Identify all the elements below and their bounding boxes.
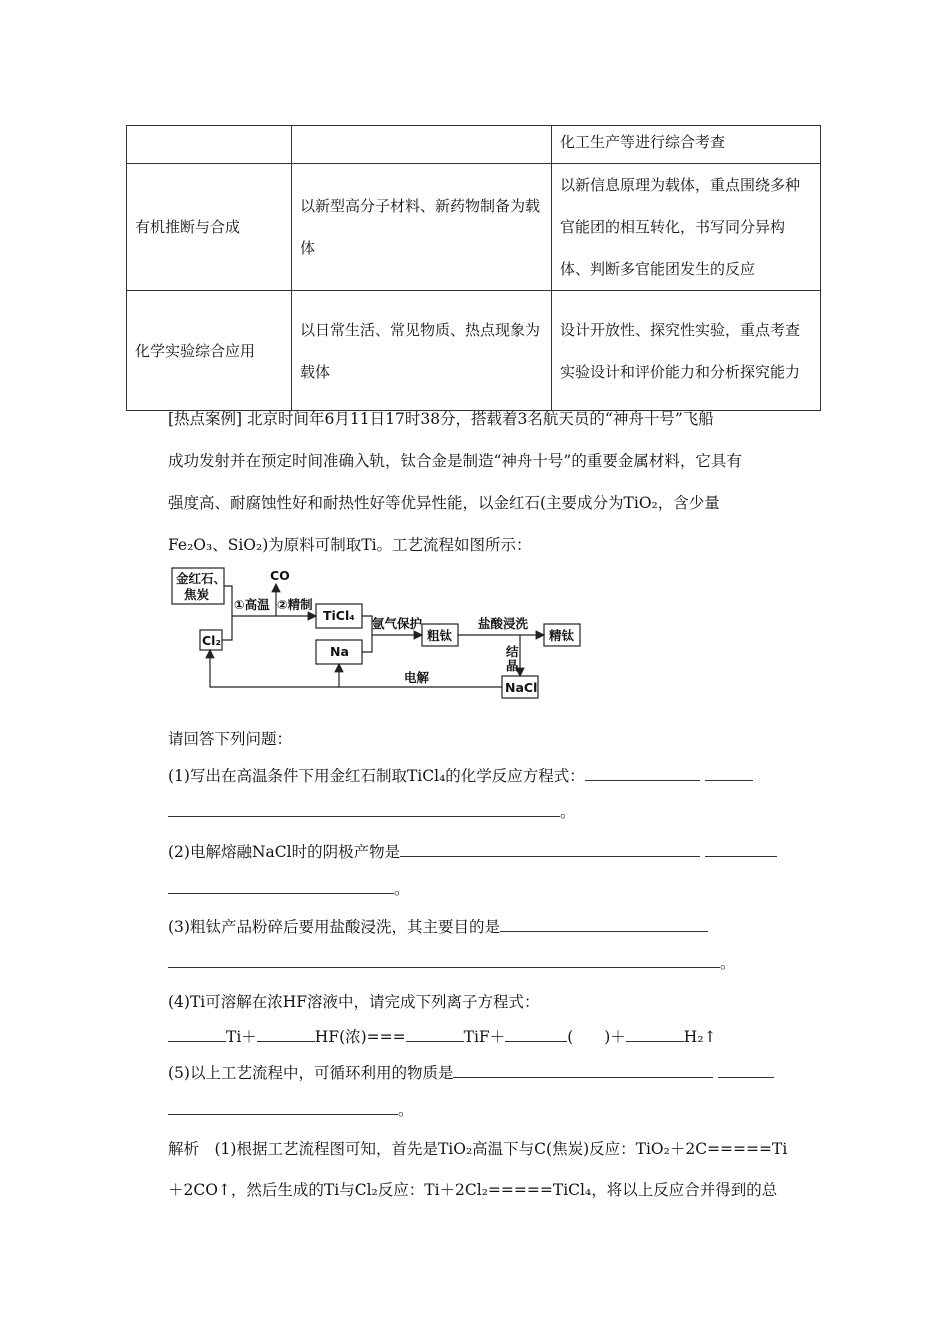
table-row [127,291,821,411]
eq-ti: Ti＋ [226,1028,257,1046]
table-cell [127,126,292,164]
period: 。 [394,880,410,898]
label-jiaotan: 焦炭 [184,587,210,602]
analysis-line-1: 解析 (1)根据工艺流程图可知，首先是TiO₂高温下与C(焦炭)反应：TiO₂＋2C=====Ti [168,1140,788,1158]
cell-text: 化学实验综合应用 [135,341,256,360]
answer-blank[interactable] [705,842,777,857]
answer-blank[interactable] [168,1027,226,1042]
question-1-text: (1)写出在高温条件下用金红石制取TiCl₄的化学反应方程式： [168,767,585,785]
answer-blank[interactable] [705,766,753,781]
case-line-2: 成功发射并在预定时间准确入轨，钛合金是制造“神舟十号”的重要金属材料，它具有 [168,452,742,470]
cell-text: 以新型高分子材料、新药物制备为载体 [300,197,541,257]
question-2-text: (2)电解熔融NaCl时的阴极产物是 [168,843,401,861]
table-row [127,126,821,164]
label-step2: ②精制 [277,597,313,612]
answer-blank[interactable] [500,917,708,932]
eq-h2: H₂↑ [683,1028,717,1046]
label-ticl4: TiCl₄ [323,608,355,623]
cell-text: 以日常生活、常见物质、热点现象为载体 [300,320,541,381]
label-cryst2: 晶 [506,658,519,673]
cell-text: 以新信息原理为载体，重点围绕多种官能团的相互转化，书写同分异构体、判断多官能团发生的反应 [560,176,801,278]
table-cell [552,291,821,411]
table-cell [552,164,821,291]
question-3 [168,915,708,937]
question-5-cont [168,1098,414,1120]
flow-line-merge [362,616,372,652]
question-1-cont [168,800,576,822]
question-2 [168,840,777,862]
table-row [127,164,821,291]
question-5-text: (5)以上工艺流程中，可循环利用的物质是 [168,1064,454,1082]
table-cell [552,126,821,164]
period: 。 [720,954,736,972]
label-step1: ①高温 [234,597,270,612]
case-line-4: Fe₂O₃、SiO₂)为原料可制取Ti。工艺流程如图所示： [168,536,532,554]
question-3-cont [168,951,736,973]
label-acid: 盐酸浸洗 [478,616,529,631]
question-5 [168,1061,774,1083]
label-nacl: NaCl [505,680,538,695]
answer-blank[interactable] [168,1100,398,1115]
eq-paren: ( )＋ [567,1028,626,1046]
answer-blank[interactable] [505,1027,567,1042]
cell-text: 设计开放性、探究性实验，重点考查实验设计和评价能力和分析探究能力 [560,320,801,381]
label-na: Na [330,644,349,659]
period: 。 [398,1101,414,1119]
eq-hf: HF(浓)=== [314,1028,406,1046]
table-cell [292,291,552,411]
questions-intro: 请回答下列问题： [168,730,293,748]
question-3-text: (3)粗钛产品粉碎后要用盐酸浸洗，其主要目的是 [168,918,500,936]
table-cell [292,126,552,164]
answer-blank[interactable] [626,1027,684,1042]
answer-blank[interactable] [168,802,560,817]
label-jinhongshi: 金红石、 [176,571,227,586]
label-cutai: 粗钛 [427,628,453,643]
topic-table [126,125,821,411]
answer-blank[interactable] [400,842,700,857]
case-line-1: [热点案例] 北京时间年6月11日17时38分，搭载着3名航天员的“神舟十号”飞船 [168,410,714,428]
process-flow-diagram [166,562,586,702]
label-jingtai: 精钛 [549,628,575,643]
cell-text: 有机推断与合成 [135,218,241,236]
question-4: (4)Ti可溶解在浓HF溶液中，请完成下列离子方程式： [168,993,540,1011]
answer-blank[interactable] [718,1063,774,1078]
answer-blank[interactable] [257,1027,315,1042]
eq-tif: TiF＋ [463,1028,506,1046]
question-4-equation [168,1025,717,1047]
question-1 [168,764,753,786]
table-cell [292,164,552,291]
label-cl2: Cl₂ [202,633,221,648]
case-line-3: 强度高、耐腐蚀性好和耐热性好等优异性能，以金红石(主要成分为TiO₂，含少量 [168,494,720,512]
answer-blank[interactable] [453,1063,713,1078]
table-cell [127,164,292,291]
answer-blank[interactable] [168,879,394,894]
label-co: CO [270,568,290,583]
table-cell [127,291,292,411]
label-electro: 电解 [404,670,430,685]
question-2-cont [168,877,410,899]
label-cryst1: 结 [506,644,519,659]
cell-text: 化工生产等进行综合考查 [560,133,726,151]
answer-blank[interactable] [585,766,700,781]
analysis-line-2: ＋2CO↑，然后生成的Ti与Cl₂反应：Ti＋2Cl₂=====TiCl₄，将以上反应合并得到的总 [168,1181,778,1199]
answer-blank[interactable] [168,953,720,968]
label-argon: 氩气保护 [372,616,423,631]
period: 。 [560,803,576,821]
answer-blank[interactable] [406,1027,464,1042]
